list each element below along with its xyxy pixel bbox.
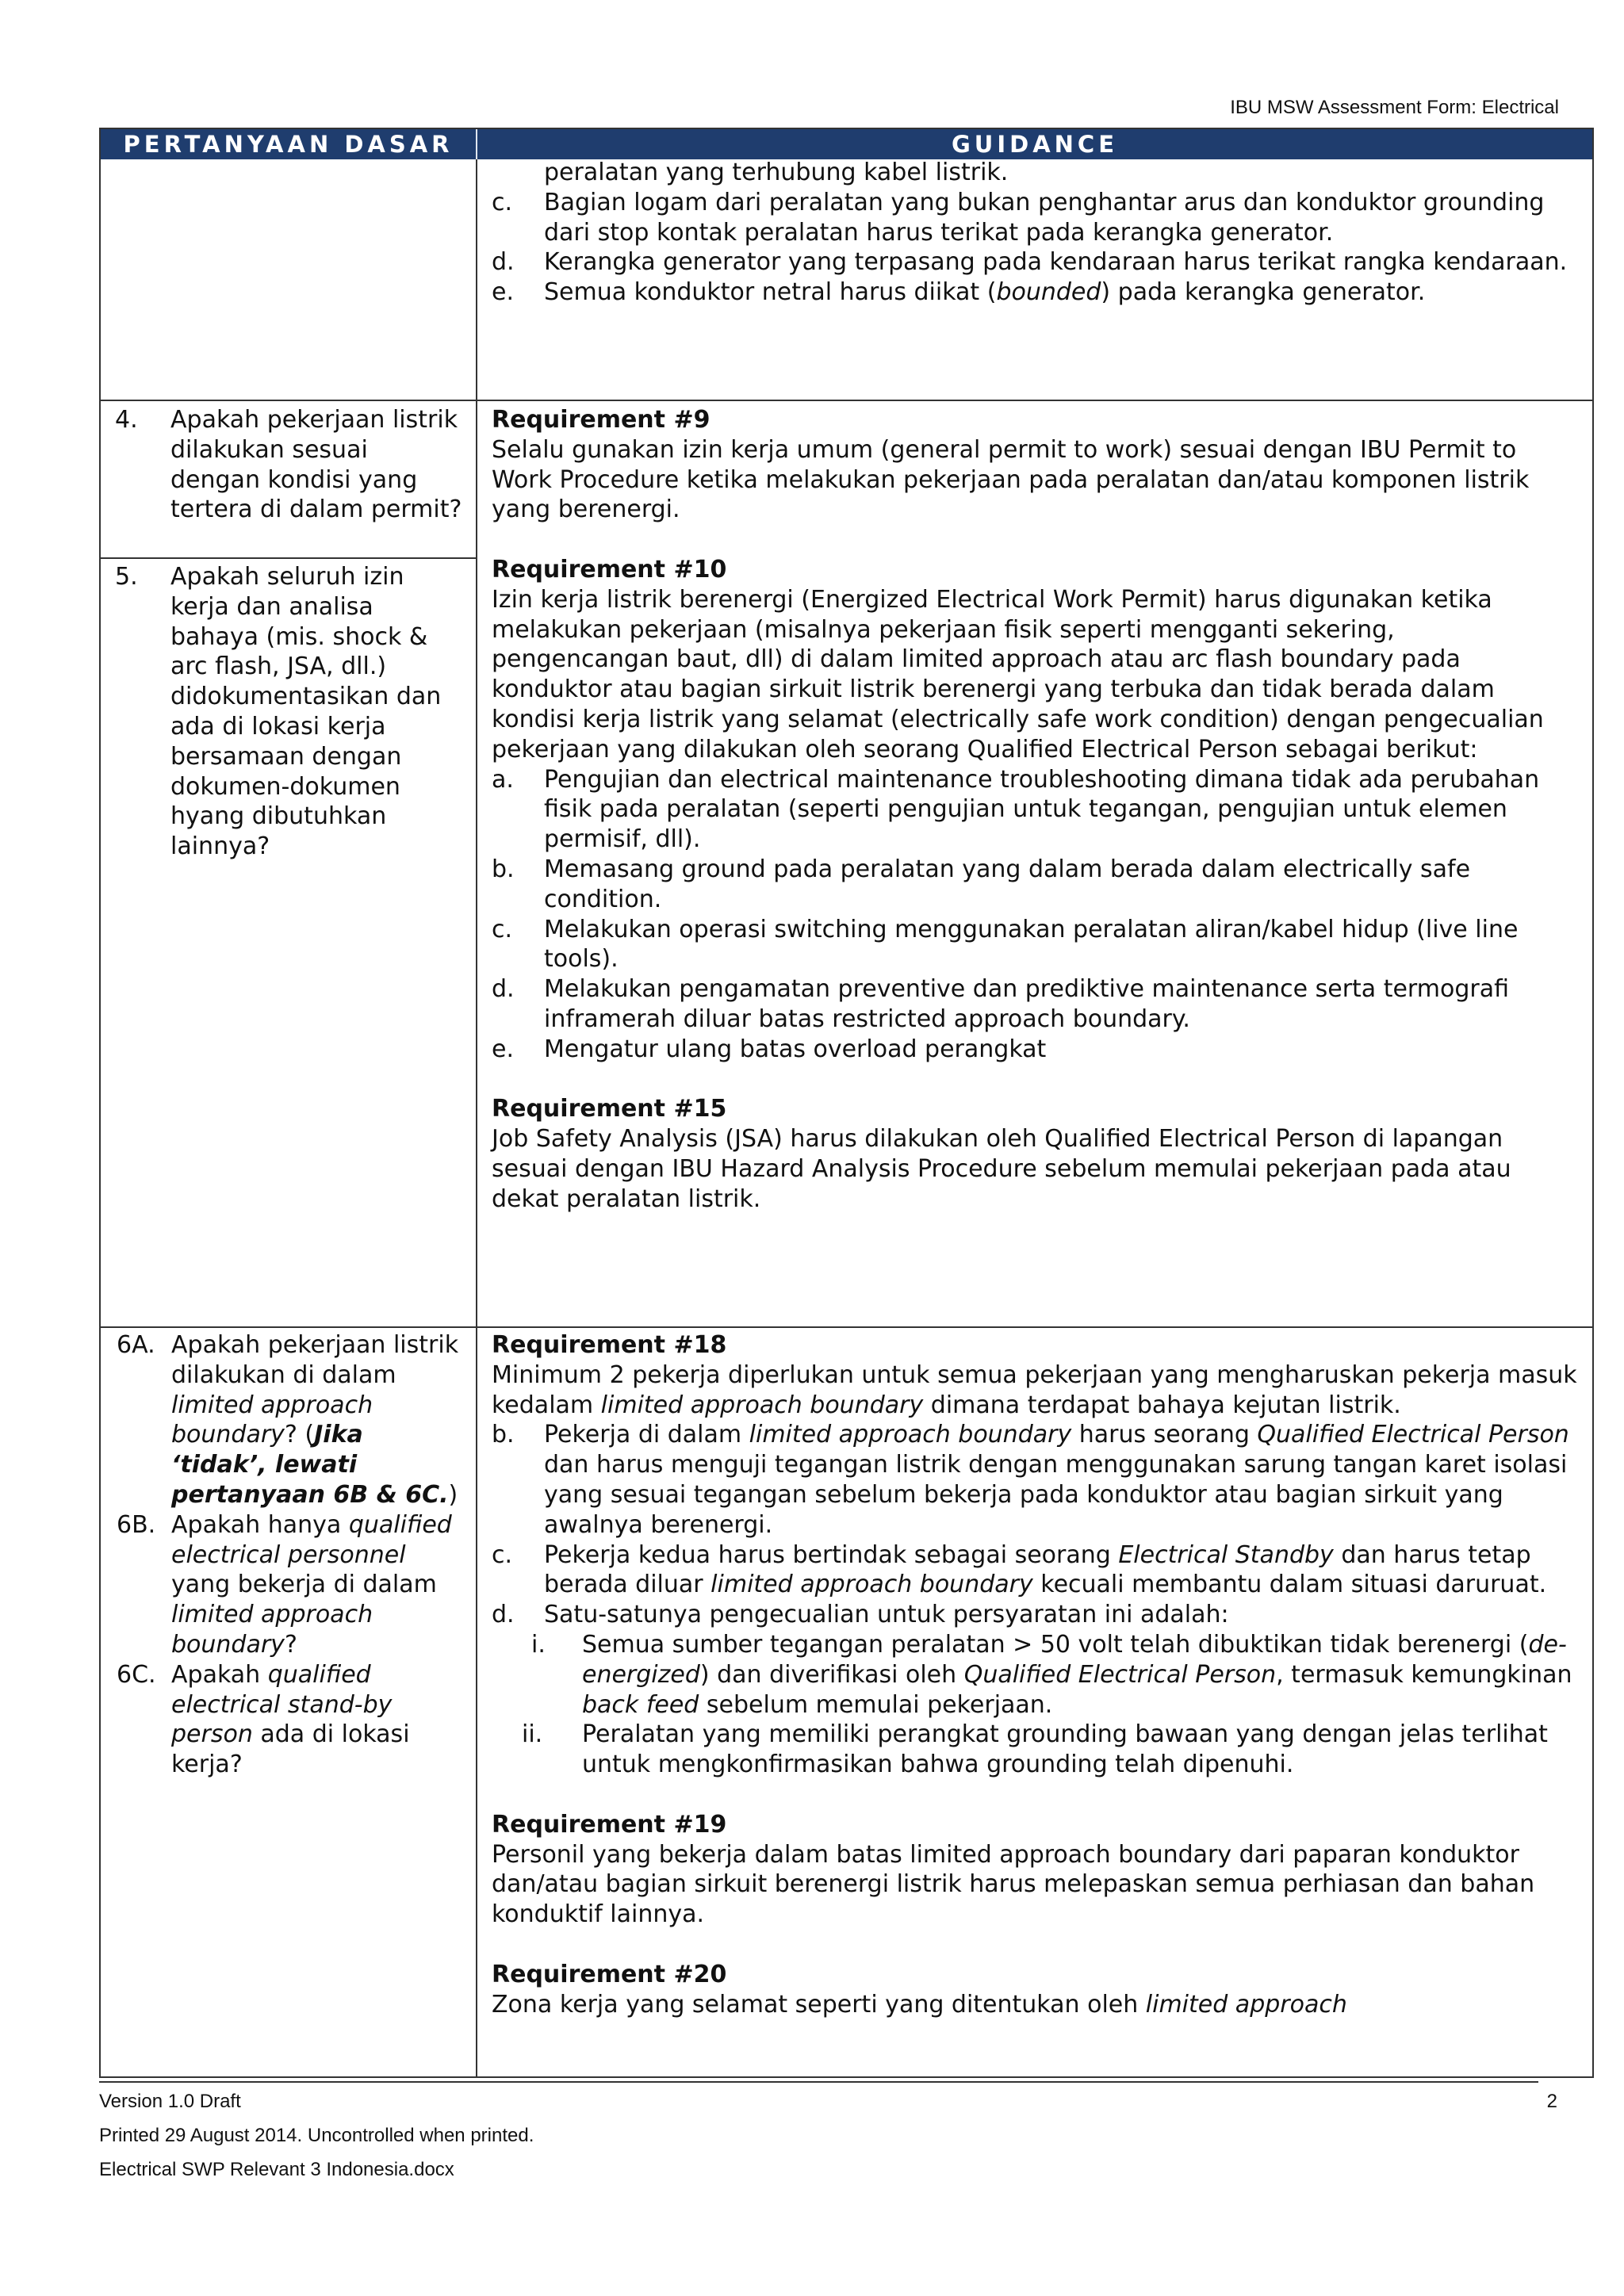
list-item: i. Semua sumber tegangan peralatan > 50 volt telah dibuktikan tidak berenergi (de-energized) dan diverifikasi oleh Qualified Electrical Person, termasuk kemungkinan back feed sebelum memulai pekerjaan. bbox=[531, 1630, 1572, 1719]
requirement-19-text: Personil yang bekerja dalam batas limited approach boundary dari paparan konduktor dan/atau bagian sirkuit berenergi listrik harus melepaskan semua perhiasan dan bahan konduktif lainnya. bbox=[492, 1840, 1535, 1929]
col-header-guidance: GUIDANCE bbox=[951, 131, 1119, 158]
questions-6 bbox=[112, 1330, 465, 1780]
requirement-20-title: Requirement #20 bbox=[492, 1960, 727, 1988]
requirement-18-title: Requirement #18 bbox=[492, 1331, 727, 1359]
requirement-15-title: Requirement #15 bbox=[492, 1095, 727, 1123]
list-item: b. Pekerja di dalam limited approach boundary harus seorang Qualified Electrical Person dan harus menguji tegangan listrik dengan menggunakan sarung tangan karet isolasi yang sesuai tegangan sebelum bekerja pada konduktor atau bagian sirkuit yang awalnya berenergi. bbox=[492, 1421, 1569, 1539]
question-4: 4. Apakah pekerjaan listrik dilakukan sesuai dengan kondisi yang tertera di dalam permit? bbox=[115, 406, 462, 524]
requirement-9-text: Selalu gunakan izin kerja umum (general permit to work) sesuai dengan IBU Permit to Work Procedure ketika melakukan pekerjaan pada peralatan dan/atau komponen listrik yang berenergi. bbox=[492, 435, 1530, 524]
list-item: a. Pengujian dan electrical maintenance troubleshooting dimana tidak ada perubahan fisik pada peralatan (seperti pengujian untuk tegangan, pengujian untuk elemen permisif, dll). bbox=[492, 765, 1540, 854]
row2-guidance bbox=[492, 405, 1578, 1215]
requirement-10-title: Requirement #10 bbox=[492, 555, 727, 584]
requirement-19-title: Requirement #19 bbox=[492, 1810, 727, 1839]
list-item: d. Melakukan pengamatan preventive dan prediktive maintenance serta termografi inframerah diluar batas restricted approach boundary. bbox=[492, 975, 1509, 1033]
list-item: d. Satu-satunya pengecualian untuk persyaratan ini adalah: bbox=[492, 1601, 1229, 1629]
footer-version: Version 1.0 Draft bbox=[99, 2091, 241, 2112]
requirement-15-text: Job Safety Analysis (JSA) harus dilakukan oleh Qualified Electrical Person di lapangan sesuai dengan IBU Hazard Analysis Procedure sebelum memulai pekerjaan pada atau dekat peralatan listrik. bbox=[492, 1125, 1511, 1213]
list-item: b. Memasang ground pada peralatan yang dalam berada dalam electrically safe condition. bbox=[492, 855, 1471, 913]
list-item: d. Kerangka generator yang terpasang pada kendaraan harus terikat rangka kendaraan. bbox=[492, 248, 1568, 277]
form-title: IBU MSW Assessment Form: Electrical bbox=[1230, 97, 1559, 118]
question-6b: 6B. Apakah hanya qualified electrical personnel yang bekerja di dalam limited approach boundary? bbox=[117, 1510, 452, 1659]
requirement-10-text: Izin kerja listrik berenergi (Energized Electrical Work Permit) harus digunakan ketika melakukan pekerjaan (misalnya pekerjaan fisik seperti mengganti sekering, pengencangan baut, dll) di dalam limited approach atau arc flash boundary pada konduktor atau bagian sirkuit listrik berenergi yang terbuka dan tidak berada dalam kondisi kerja listrik yang selamat (electrically safe work condition) dengan pengecualian pekerjaan yang dilakukan oleh seorang Qualified Electrical Person sebagai berikut: bbox=[492, 585, 1544, 763]
list-item: c. Melakukan operasi switching menggunakan peralatan aliran/kabel hidup (live line tools). bbox=[492, 915, 1519, 974]
question-5: 5. Apakah seluruh izin kerja dan analisa bahaya (mis. shock & arc flash, JSA, dll.) didokumentasikan dan ada di lokasi kerja bersamaan dengan dokumen-dokumen hyang dibutuhkan lainnya? bbox=[115, 563, 442, 861]
row3-guidance bbox=[492, 1330, 1578, 2019]
list-item: e. Mengatur ulang batas overload perangkat bbox=[492, 1035, 1047, 1063]
question-6a: 6A. Apakah pekerjaan listrik dilakukan di dalam limited approach boundary? (Jika ‘tidak’, lewati pertanyaan 6B & 6C.) bbox=[117, 1331, 459, 1509]
col-header-pertanyaan: PERTANYAAN DASAR bbox=[123, 131, 454, 158]
requirement-20-text: Zona kerja yang selamat seperti yang ditentukan oleh limited approach bbox=[492, 1990, 1347, 2019]
list-item: peralatan yang terhubung kabel listrik. bbox=[544, 159, 1009, 186]
list-item: c. Pekerja kedua harus bertindak sebagai seorang Electrical Standby dan harus tetap berada diluar limited approach boundary kecuali membantu dalam situasi daruruat. bbox=[492, 1540, 1547, 1599]
row1-guidance bbox=[492, 158, 1578, 308]
page-number: 2 bbox=[1546, 2091, 1557, 2112]
requirement-18-text: Minimum 2 pekerja diperlukan untuk semua pekerjaan yang mengharuskan pekerja masuk kedalam limited approach boundary dimana terdapat bahaya kejutan listrik. bbox=[492, 1360, 1577, 1419]
list-item: e. Semua konduktor netral harus diikat (bounded) pada kerangka generator. bbox=[492, 278, 1426, 307]
table-header bbox=[101, 129, 1592, 159]
footer-printed: Printed 29 August 2014. Uncontrolled when printed. bbox=[99, 2125, 534, 2146]
list-item: c. Bagian logam dari peralatan yang bukan penghantar arus dan konduktor grounding dari stop kontak peralatan harus terikat pada kerangka generator. bbox=[492, 188, 1545, 247]
list-item: ii. Peralatan yang memiliki perangkat grounding bawaan yang dengan jelas terlihat untuk mengkonfirmasikan bahwa grounding telah dipenuhi. bbox=[522, 1720, 1548, 1779]
footer-filename: Electrical SWP Relevant 3 Indonesia.docx bbox=[99, 2159, 454, 2180]
footer-divider bbox=[99, 2081, 1538, 2083]
question-6c: 6C. Apakah qualified electrical stand-by person ada di lokasi kerja? bbox=[117, 1660, 410, 1779]
requirement-9-title: Requirement #9 bbox=[492, 406, 710, 434]
assessment-table bbox=[99, 128, 1594, 2078]
